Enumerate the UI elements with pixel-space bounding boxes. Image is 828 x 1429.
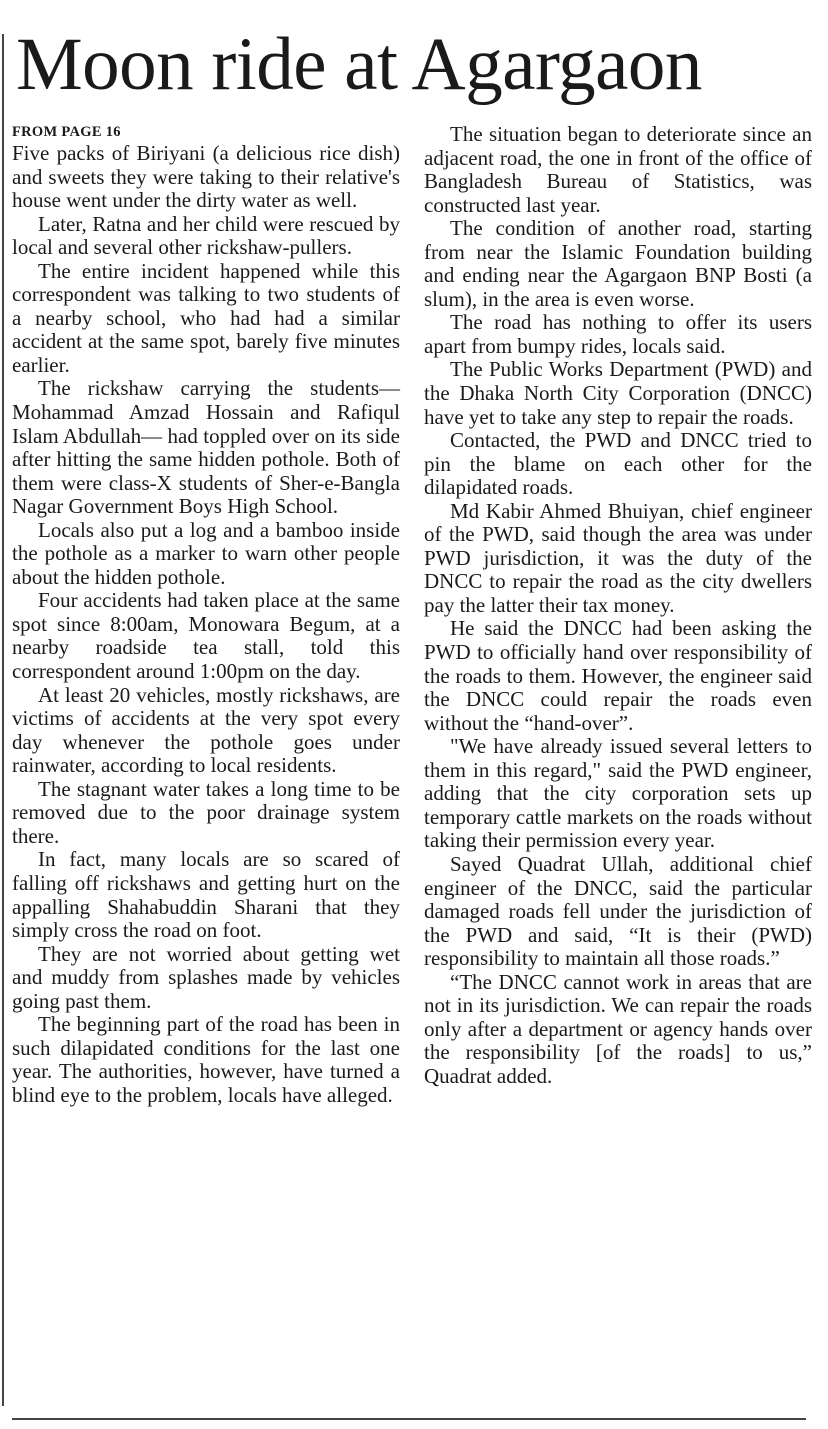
paragraph: The beginning part of the road has been in such dilapidated conditions for the last one year. The authorities, however, have turned a blind eye to the problem, locals have alleged. <box>12 1012 400 1107</box>
paragraph: At least 20 vehicles, mostly rickshaws, are victims of accidents at the very spot every day whenever the pothole goes under rainwater, according to local residents. <box>12 682 400 778</box>
paragraph: Four accidents had taken place at the same spot since 8:00am, Monowara Begum, at a nearby roadside tea stall, told this correspondent around 1:00pm on the day. <box>12 588 400 684</box>
left-column-rule <box>2 34 4 1406</box>
paragraph: "We have already issued several letters to them in this regard," said the PWD engineer, adding that the city corporation sets up temporary cattle markets on the roads without taking their permission every year. <box>424 734 812 853</box>
paragraph: The Public Works Department (PWD) and the Dhaka North City Corporation (DNCC) have yet to take any step to repair the roads. <box>424 357 812 429</box>
right-column <box>424 123 812 1088</box>
paragraph: “The DNCC cannot work in areas that are not in its jurisdiction. We can repair the roads only after a department or agency hands over the responsibility [of the roads] to us,” Quadrat added. <box>424 969 812 1088</box>
continuation-kicker: FROM PAGE 16 <box>12 124 121 140</box>
paragraph: In fact, many locals are so scared of falling off rickshaws and getting hurt on the appalling Shahabuddin Sharani that they simply cross the road on foot. <box>12 847 400 943</box>
paragraph: Later, Ratna and her child were rescued by local and several other rickshaw-pullers. <box>12 211 400 260</box>
paragraph: The rickshaw carrying the students—Mohammad Amzad Hossain and Rafiqul Islam Abdullah— had toppled over on its side after hitting the same hidden pothole. Both of them were class-X students of Sher-e-Bangla Nagar Government Boys High School. <box>12 376 400 519</box>
paragraph: They are not worried about getting wet and muddy from splashes made by vehicles going past them. <box>12 941 400 1013</box>
bottom-rule <box>12 1418 806 1420</box>
paragraph: Locals also put a log and a bamboo inside the pothole as a marker to warn other people about the hidden pothole. <box>12 517 400 589</box>
paragraph: Contacted, the PWD and DNCC tried to pin the blame on each other for the dilapidated roads. <box>424 428 812 500</box>
paragraph: Sayed Quadrat Ullah, additional chief engineer of the DNCC, said the particular damaged roads fell under the jurisdiction of the PWD and said, “It is their (PWD) responsibility to maintain all those roads.” <box>424 851 812 971</box>
paragraph: The stagnant water takes a long time to be removed due to the poor drainage system there. <box>12 776 400 848</box>
paragraph: The entire incident happened while this correspondent was talking to two students of a nearby school, who had had a similar accident at the same spot, barely five minutes earlier. <box>12 258 400 377</box>
paragraph: The road has nothing to offer its users apart from bumpy rides, locals said. <box>424 310 812 358</box>
left-column <box>12 122 400 1107</box>
paragraph: He said the DNCC had been asking the PWD to officially hand over responsibility of the roads to them. However, the engineer said the DNCC could repair the roads even without the “hand-over”. <box>424 616 812 735</box>
paragraph: Md Kabir Ahmed Bhuiyan, chief engineer of the PWD, said though the area was under PWD jurisdiction, it was the duty of the DNCC to repair the road as the city dwellers pay the latter their tax money. <box>424 498 812 617</box>
top-rule <box>0 0 828 6</box>
headline: Moon ride at Agargaon <box>16 23 702 106</box>
paragraph: The condition of another road, starting from near the Islamic Foundation building and ending near the Agargaon BNP Bosti (a slum), in the area is even worse. <box>424 216 812 311</box>
paragraph: The situation began to deteriorate since an adjacent road, the one in front of the office of Bangladesh Bureau of Statistics, was constructed last year. <box>424 122 812 217</box>
paragraph: Five packs of Biriyani (a delicious rice dish) and sweets they were taking to their relative's house went under the dirty water as well. <box>12 141 400 213</box>
